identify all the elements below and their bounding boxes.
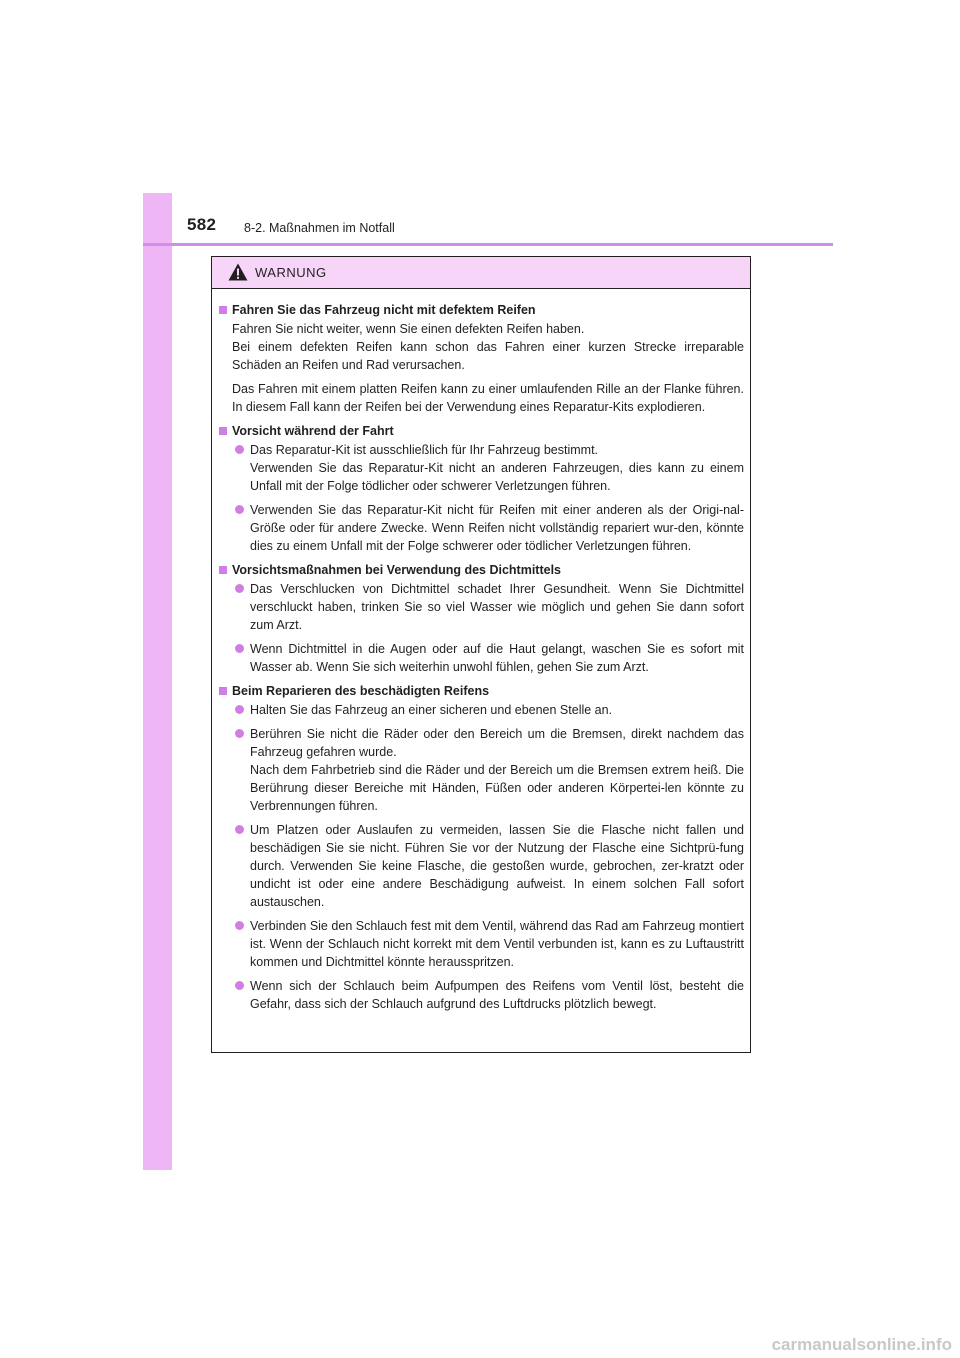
heading-text: Vorsichtsmaßnahmen bei Verwendung des Dichtmittels [232,563,562,577]
round-bullet-icon [235,825,244,834]
warning-header [212,257,750,289]
round-bullet-icon [235,644,244,653]
bullet-text: Verwenden Sie das Reparatur-Kit nicht für Reifen mit einer anderen als der Origi-nal-Größe oder für andere Zwecke. Wenn Reifen nicht vollständig repariert wur-den, könnte dies zu einem Unfall mit der Folge schwerer oder tödlicher Verletzungen führen. [250,503,744,553]
paragraph [232,380,744,416]
bullet-item [219,501,744,555]
round-bullet-icon [235,705,244,714]
bullet-text: Verbinden Sie den Schlauch fest mit dem Ventil, während das Rad am Fahrzeug montiert ist. Wenn der Schlauch nicht korrekt mit dem Ventil verbunden ist, kann es zu Luftaustritt kommen und Dichtmittel könnte herausspritzen. [250,919,744,969]
heading-text: Fahren Sie das Fahrzeug nicht mit defektem Reifen [232,303,536,317]
bullet-text: Halten Sie das Fahrzeug an einer sicheren und ebenen Stelle an. [250,703,613,717]
round-bullet-icon [235,981,244,990]
round-bullet-icon [235,584,244,593]
square-bullet-icon [219,566,227,574]
paragraph [232,320,744,374]
square-bullet-icon [219,687,227,695]
paragraph-text: Bei einem defekten Reifen kann schon das Fahren einer kurzen Strecke irreparable Schäden an Reifen und Rad verursachen. [232,340,744,372]
bullet-item [219,701,744,719]
bullet-text: Verwenden Sie das Reparatur-Kit nicht an anderen Fahrzeugen, dies kann zu einem Unfall mit der Folge tödlicher oder schwerer Verletzungen führen. [250,461,744,493]
round-bullet-icon [235,445,244,454]
paragraph-text: Das Fahren mit einem platten Reifen kann zu einer umlaufenden Rille an der Flanke führen. In diesem Fall kann der Reifen bei der Verwendung eines Reparatur-Kits explodieren. [232,382,744,414]
bullet-item [219,640,744,676]
round-bullet-icon [235,729,244,738]
round-bullet-icon [235,505,244,514]
header-rule [143,243,833,246]
bullet-text: Das Reparatur-Kit ist ausschließlich für Ihr Fahrzeug bestimmt. [250,443,599,457]
bullet-item [219,917,744,971]
warning-body [212,289,750,1013]
paragraph-text: Fahren Sie nicht weiter, wenn Sie einen defekten Reifen haben. [232,322,585,336]
bullet-item [219,725,744,815]
bullet-text: Wenn sich der Schlauch beim Aufpumpen des Reifens vom Ventil löst, besteht die Gefahr, dass sich der Schlauch aufgrund des Luftdrucks plötzlich bewegt. [250,979,744,1011]
square-bullet-icon [219,427,227,435]
square-bullet-icon [219,306,227,314]
page-sidebar-tab [143,193,172,1170]
bullet-item [219,441,744,495]
watermark: carmanualsonline.info [771,1335,952,1354]
bullet-text: Berühren Sie nicht die Räder oder den Bereich um die Bremsen, direkt nachdem das Fahrzeug gefahren wurde. [250,727,744,759]
bullet-text: Wenn Dichtmittel in die Augen oder auf die Haut gelangt, waschen Sie es sofort mit Wasser ab. Wenn Sie sich weiterhin unwohl fühlen, gehen Sie zum Arzt. [250,642,744,674]
bullet-text: Nach dem Fahrbetrieb sind die Räder und der Bereich um die Bremsen extrem heiß. Die Berührung dieser Bereiche mit Händen, Füßen oder anderen Körpertei-len könnte zu Verbrennungen führen. [250,763,744,813]
page-number: 582 [187,215,217,234]
bullet-item [219,580,744,634]
bullet-text: Um Platzen oder Auslaufen zu vermeiden, lassen Sie die Flasche nicht fallen und beschädigen Sie sie nicht. Führen Sie vor der Nutzung der Flasche eine Sichtprü-fung durch. Verwenden Sie keine Flasche, die gestoßen wurde, gebrochen, zer-kratzt oder undicht ist oder eine andere Beschädigung aufweist. In einem solchen Fall sofort austauschen. [250,823,744,909]
heading-text: Beim Reparieren des beschädigten Reifens [232,684,490,698]
heading-text: Vorsicht während der Fahrt [232,424,394,438]
bullet-item [219,821,744,911]
section-title: 8-2. Maßnahmen im Notfall [244,221,395,235]
warning-title: WARNUNG [255,265,327,280]
warning-triangle-icon [228,263,248,281]
warning-section-heading [219,682,744,700]
warning-box [211,256,751,1053]
bullet-item [219,977,744,1013]
warning-section-heading [219,561,744,579]
round-bullet-icon [235,921,244,930]
warning-section-heading [219,301,744,319]
bullet-text: Das Verschlucken von Dichtmittel schadet Ihrer Gesundheit. Wenn Sie Dichtmittel verschluckt haben, trinken Sie so viel Wasser wie möglich und gehen Sie dann sofort zum Arzt. [250,582,744,632]
warning-section-heading [219,422,744,440]
